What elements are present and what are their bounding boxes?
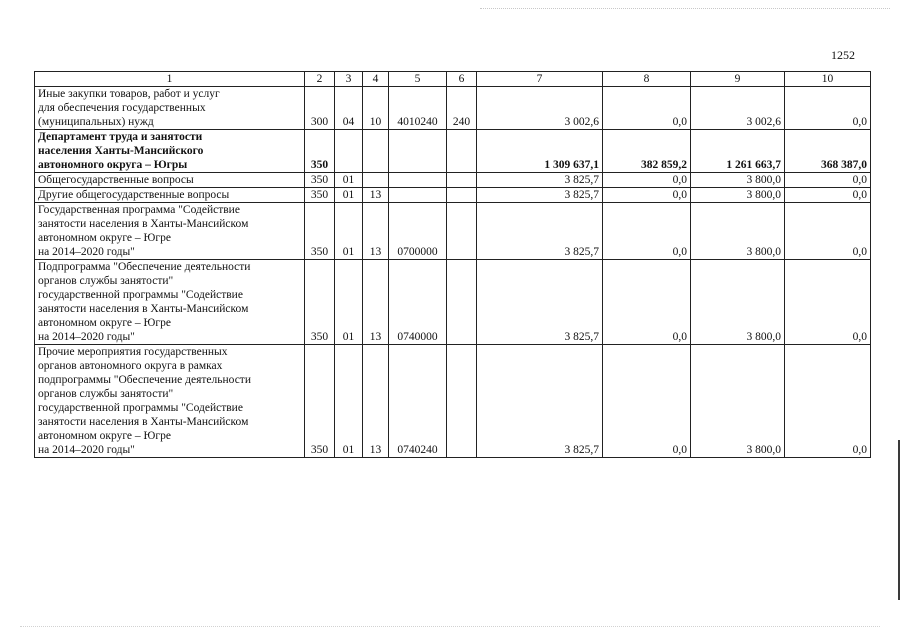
table-row (35, 188, 871, 203)
cell-section: 04 (335, 87, 363, 130)
cell-ministry: 350 (305, 203, 335, 260)
cell-section: 01 (335, 203, 363, 260)
column-header: 3 (335, 72, 363, 87)
cell-amount-7: 3 825,7 (477, 345, 603, 458)
column-header: 8 (603, 72, 691, 87)
column-header: 2 (305, 72, 335, 87)
cell-amount-9: 3 002,6 (691, 87, 785, 130)
cell-amount-10: 0,0 (785, 260, 871, 345)
cell-target-article: 0740240 (389, 345, 447, 458)
scan-edge-mark (898, 440, 900, 600)
cell-amount-9: 1 261 663,7 (691, 130, 785, 173)
row-name: Департамент труда и занятости населения Ханты-Мансийского автономного округа – Югры (35, 130, 305, 173)
cell-section (335, 130, 363, 173)
cell-target-article: 0740000 (389, 260, 447, 345)
cell-amount-10: 0,0 (785, 173, 871, 188)
table-row (35, 87, 871, 130)
cell-amount-8: 0,0 (603, 345, 691, 458)
cell-amount-10: 0,0 (785, 203, 871, 260)
cell-target-article: 4010240 (389, 87, 447, 130)
cell-ministry: 350 (305, 130, 335, 173)
cell-section: 01 (335, 173, 363, 188)
cell-expense-type (447, 203, 477, 260)
cell-target-article (389, 173, 447, 188)
cell-amount-9: 3 800,0 (691, 188, 785, 203)
cell-amount-8: 0,0 (603, 203, 691, 260)
cell-amount-7: 3 825,7 (477, 260, 603, 345)
cell-section: 01 (335, 188, 363, 203)
row-name: Подпрограмма "Обеспечение деятельности органов службы занятости" государственной программы "Содействие занятости населения в Ханты-Мансийском автономном округе – Югре на 2014–2020 годы" (35, 260, 305, 345)
row-name: Общегосударственные вопросы (35, 173, 305, 188)
cell-ministry: 350 (305, 345, 335, 458)
cell-target-article (389, 130, 447, 173)
table-row (35, 345, 871, 458)
cell-subsection (363, 173, 389, 188)
cell-amount-7: 3 825,7 (477, 203, 603, 260)
cell-expense-type (447, 345, 477, 458)
cell-amount-10: 368 387,0 (785, 130, 871, 173)
column-header: 5 (389, 72, 447, 87)
cell-expense-type (447, 260, 477, 345)
cell-ministry: 300 (305, 87, 335, 130)
column-number-row (35, 72, 871, 87)
cell-subsection: 13 (363, 260, 389, 345)
column-header: 7 (477, 72, 603, 87)
cell-amount-8: 0,0 (603, 173, 691, 188)
table-row (35, 130, 871, 173)
table-row (35, 173, 871, 188)
cell-subsection: 13 (363, 188, 389, 203)
row-name: Прочие мероприятия государственных органов автономного округа в рамках подпрограммы "Обеспечение деятельности органов службы занятости" государственной программы "Содействие занятости населения в Ханты-Мансийском автономном округе – Югре на 2014–2020 годы" (35, 345, 305, 458)
cell-target-article: 0700000 (389, 203, 447, 260)
cell-section: 01 (335, 260, 363, 345)
cell-target-article (389, 188, 447, 203)
cell-expense-type: 240 (447, 87, 477, 130)
cell-amount-7: 3 825,7 (477, 173, 603, 188)
cell-subsection: 10 (363, 87, 389, 130)
table-row (35, 260, 871, 345)
cell-ministry: 350 (305, 188, 335, 203)
cell-amount-8: 0,0 (603, 260, 691, 345)
cell-amount-9: 3 800,0 (691, 203, 785, 260)
cell-amount-10: 0,0 (785, 87, 871, 130)
cell-subsection: 13 (363, 345, 389, 458)
cell-expense-type (447, 173, 477, 188)
row-name: Государственная программа "Содействие занятости населения в Ханты-Мансийском автономном округе – Югре на 2014–2020 годы" (35, 203, 305, 260)
column-header: 9 (691, 72, 785, 87)
scan-artifact-top (480, 8, 890, 9)
row-name: Иные закупки товаров, работ и услуг для обеспечения государственных (муниципальных) нужд (35, 87, 305, 130)
cell-amount-9: 3 800,0 (691, 345, 785, 458)
cell-subsection: 13 (363, 203, 389, 260)
cell-expense-type (447, 188, 477, 203)
column-header: 1 (35, 72, 305, 87)
cell-ministry: 350 (305, 173, 335, 188)
cell-amount-10: 0,0 (785, 188, 871, 203)
cell-expense-type (447, 130, 477, 173)
column-header: 6 (447, 72, 477, 87)
cell-amount-8: 382 859,2 (603, 130, 691, 173)
cell-amount-9: 3 800,0 (691, 260, 785, 345)
cell-amount-8: 0,0 (603, 188, 691, 203)
table-row (35, 203, 871, 260)
row-name: Другие общегосударственные вопросы (35, 188, 305, 203)
cell-amount-10: 0,0 (785, 345, 871, 458)
cell-amount-7: 3 825,7 (477, 188, 603, 203)
cell-ministry: 350 (305, 260, 335, 345)
cell-subsection (363, 130, 389, 173)
page-number: 1252 (831, 48, 855, 62)
budget-table (34, 71, 871, 458)
column-header: 4 (363, 72, 389, 87)
cell-section: 01 (335, 345, 363, 458)
cell-amount-7: 1 309 637,1 (477, 130, 603, 173)
cell-amount-8: 0,0 (603, 87, 691, 130)
cell-amount-9: 3 800,0 (691, 173, 785, 188)
scan-artifact-bottom (20, 626, 880, 627)
column-header: 10 (785, 72, 871, 87)
cell-amount-7: 3 002,6 (477, 87, 603, 130)
